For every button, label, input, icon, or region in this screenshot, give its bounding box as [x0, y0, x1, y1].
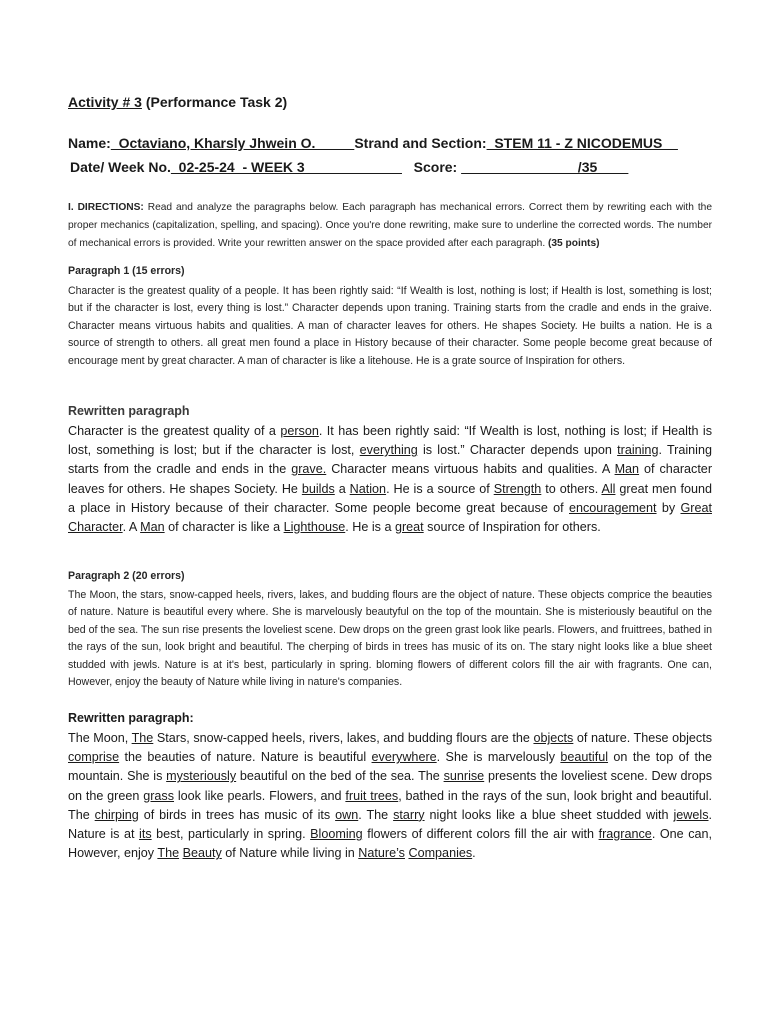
corrected-word: The — [131, 731, 154, 745]
corrected-word: fruit trees — [345, 788, 399, 803]
name-strand-row — [68, 135, 712, 151]
rewrite-text-segment: night looks like a blue sheet studded with — [424, 807, 674, 822]
score-label: Score: — [413, 159, 458, 175]
corrected-word: beautiful — [560, 750, 609, 765]
rewrite-text-segment: . Training starts from the cradle and ends in the — [68, 443, 712, 477]
rewrite-text-segment: Character means virtuous habits and qualities. A — [326, 462, 615, 477]
corrected-word: encouragement — [569, 500, 657, 515]
rewrite-text-segment: flowers of different colors fill the air with — [362, 827, 599, 842]
corrected-word: Companies — [408, 846, 473, 861]
rewrite-text-segment: The Moon, — [68, 731, 132, 745]
rewrite2-heading: Rewritten paragraph: — [68, 711, 194, 725]
corrected-word: Great Character — [68, 500, 712, 535]
rewrite-text-segment: of birds in trees has music of its — [138, 807, 336, 822]
strand-label: Strand and Section: — [354, 135, 487, 151]
rewrite-text-segment: of character is like a — [164, 520, 284, 535]
directions-lead: I. DIRECTIONS: — [68, 202, 144, 213]
rewrite-text-segment: . He is a — [345, 520, 395, 535]
rewrite-text-segment: by — [656, 500, 681, 515]
rewrite-text-segment: of nature. These objects — [573, 731, 713, 745]
rewrite-text-segment: . The — [358, 807, 394, 822]
corrected-word: sunrise — [443, 769, 485, 784]
rewrite-text-segment: . A — [122, 520, 141, 535]
directions-text: Read and analyze the paragraphs below. Each paragraph has mechanical errors. Correct them by rewriting each with the proper mechanics (capitalization, spelling, and spacing). Once you're done rewriting, make sure to underline the corrected words. The number of mechanical errors is provided. Write your rewritten answer on the space provided after each paragraph. — [68, 202, 712, 249]
rewrite2-text — [68, 729, 712, 863]
date-value: 02-25-24 - WEEK 3 — [170, 159, 402, 175]
corrected-word: All — [601, 481, 616, 496]
activity-subtitle: (Performance Task 2) — [145, 94, 288, 110]
corrected-word: builds — [301, 481, 335, 496]
strand-value: STEM 11 - Z NICODEMUS — [486, 135, 678, 151]
paragraph2-text: The Moon, the stars, snow-capped heels, rivers, lakes, and budding flours are the object of nature. These objects comprice the beauties of nature. Nature is beautiful every where. She is marvelously beautyful on the top of the mountain. She is misteriously beautiful on the bed of the sea. The sun rise presents the loveliest scene. Dew drops on the green grast look like pearls. Flowers, and fruittrees, bathed in the rays of the sun, look bright and beautiful. The cherping of birds in trees has music of its on. The stary night looks like a blue sheet studded with jewls. Nature is at it's best, particularly in spring. bloming flowers of different colors fill the air with fragrants. One can, However, enjoy the beauty of Nature while living in nature's companies. — [68, 589, 712, 689]
paragraph2-heading: Paragraph 2 (20 errors) — [68, 570, 185, 582]
corrected-word: training — [617, 443, 659, 458]
rewrite-text-segment: . She is marvelously — [436, 750, 561, 765]
corrected-word: own — [335, 807, 359, 822]
corrected-word: Nation — [349, 481, 387, 496]
paragraph1-heading: Paragraph 1 (15 errors) — [68, 265, 185, 277]
corrected-word: Beauty — [182, 846, 222, 861]
corrected-word: grave. — [291, 462, 327, 477]
rewrite-text-segment: . He is a source of — [386, 481, 494, 496]
rewrite1-heading: Rewritten paragraph — [68, 404, 190, 418]
paragraph1-text: Character is the greatest quality of a people. It has been rightly said: “If Wealth is lost, nothing is lost; if Health is lost, something is lost; but if the character is lost, every thing is lost.” Character depends upon traning. Training starts from the cradle and ends in the graive. Character means virtuous habits and qualities. A man of character leaves for others. He shapes Society. He builts a nation. He is a source of strength to others. all great men found a place in History because of their character. Some people become great because of encourage ment by great character. A man of character is like a litehouse. He is a grate source of Inspiration for others. — [68, 285, 712, 367]
corrected-word: Strength — [493, 481, 542, 496]
corrected-word: objects — [533, 731, 574, 745]
activity-label: Activity # 3 — [68, 94, 142, 110]
rewrite-text-segment: Character is the greatest quality of a — [68, 424, 281, 438]
date-label: Date/ Week No. — [70, 159, 171, 175]
corrected-word: Man — [614, 462, 640, 477]
rewrite-text-segment: a — [334, 481, 350, 496]
rewrite1-text — [68, 422, 712, 537]
rewrite-text-segment: . One can, However, enjoy — [68, 827, 713, 861]
corrected-word: The — [157, 846, 180, 861]
date-score-row — [70, 159, 714, 175]
rewrite-text-segment: . It has been rightly said: “If Wealth is lost, nothing is lost; if Health is lost, something is lost; but if the character is lost, — [68, 424, 713, 458]
rewrite-text-segment: of character leaves for others. He shapes Society. He — [68, 462, 713, 496]
rewrite-text-segment: source of Inspiration for others. — [423, 520, 601, 535]
rewrite-text-segment: best, particularly in spring. — [151, 827, 311, 842]
corrected-word: grass — [143, 788, 175, 803]
corrected-word: Blooming — [310, 827, 363, 842]
rewrite-text-segment: beautiful on the bed of the sea. The — [236, 769, 444, 784]
corrected-word: starry — [393, 807, 425, 822]
corrected-word: mysteriously — [166, 769, 237, 784]
rewrite-text-segment: look like pearls. Flowers, and — [174, 788, 346, 803]
directions — [68, 199, 712, 252]
rewrite-text-segment: . Nature is at — [68, 807, 712, 842]
corrected-word: Nature’s — [358, 846, 405, 861]
name-label: Name: — [68, 135, 111, 151]
corrected-word: everywhere — [371, 750, 437, 765]
rewrite-text-segment: of Nature while living in — [221, 846, 359, 861]
activity-title — [68, 94, 712, 110]
corrected-word: person — [280, 424, 319, 438]
corrected-word: everything — [359, 443, 418, 458]
rewrite-text-segment: to others. — [541, 481, 602, 496]
corrected-word: Man — [140, 520, 165, 535]
rewrite-text-segment: is lost.” Character depends upon — [417, 443, 618, 458]
rewrite-text-segment: on the top of the mountain. She is — [68, 750, 713, 784]
rewrite-text-segment: . — [472, 846, 476, 861]
score-value: /35 — [461, 159, 629, 175]
rewrite-text-segment: Stars, snow-capped heels, rivers, lakes, and budding flours are the — [153, 731, 534, 745]
rewrite-text-segment: presents the loveliest scene. Dew drops on the green — [68, 769, 712, 803]
corrected-word: Lighthouse — [283, 520, 346, 535]
corrected-word: jewels — [673, 807, 709, 822]
corrected-word: chirping — [94, 807, 139, 822]
corrected-word: fragrance — [598, 827, 652, 842]
corrected-word: great — [394, 520, 424, 535]
directions-points: (35 points) — [548, 237, 600, 249]
corrected-word: its — [139, 827, 152, 842]
rewrite-text-segment: great men found a place in History because of their character. Some people become great because of — [68, 481, 712, 515]
name-value: Octaviano, Kharsly Jhwein O. — [110, 135, 355, 151]
rewrite-text-segment: , bathed in the rays of the sun, look bright and beautiful. The — [68, 788, 712, 822]
rewrite-text-segment: the beauties of nature. Nature is beautiful — [119, 750, 372, 765]
corrected-word: comprise — [68, 750, 120, 765]
